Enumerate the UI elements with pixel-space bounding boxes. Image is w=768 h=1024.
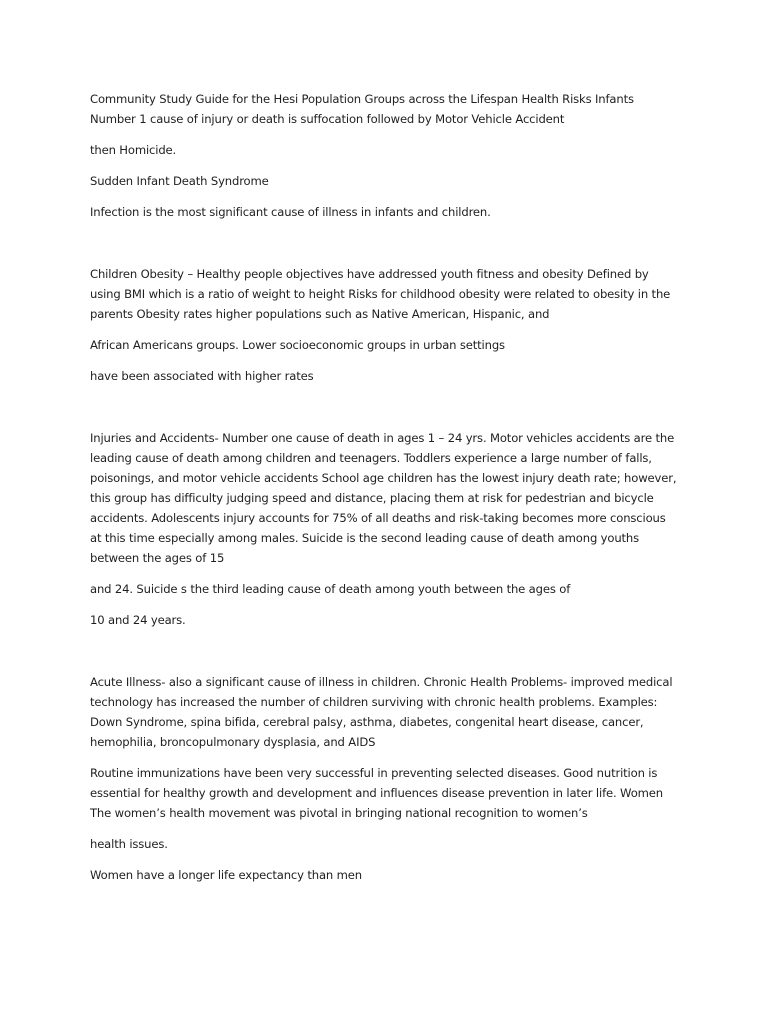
paragraph-homicide: then Homicide. [90,143,177,157]
paragraph-higher-rates: have been associated with higher rates [90,369,314,383]
document-body [90,89,680,885]
paragraph-intro: Community Study Guide for the Hesi Population Groups across the Lifespan Health Risks Infants Number 1 cause of injury or death is suffocation followed by Motor Vehicle Accident [90,92,634,126]
paragraph-health-issues: health issues. [90,837,168,851]
paragraph-african-americans: African Americans groups. Lower socioeconomic groups in urban settings [90,338,505,352]
paragraph-ages-10-24: 10 and 24 years. [90,613,186,627]
paragraph-sids: Sudden Infant Death Syndrome [90,174,269,188]
paragraph-infection: Infection is the most significant cause of illness in infants and children. [90,205,491,219]
paragraph-immunizations: Routine immunizations have been very successful in preventing selected diseases. Good nutrition is essential for healthy growth and development and influences disease prevention in later life. Women The women’s health movement was pivotal in bringing national recognition to women’s [90,766,663,820]
paragraph-suicide-third: and 24. Suicide s the third leading cause of death among youth between the ages of [90,582,571,596]
paragraph-children-obesity: Children Obesity – Healthy people objectives have addressed youth fitness and obesity Defined by using BMI which is a ratio of weight to height Risks for childhood obesity were related to obesity in the parents Obesity rates higher populations such as Native American, Hispanic, and [90,267,671,321]
paragraph-injuries-accidents: Injuries and Accidents- Number one cause of death in ages 1 – 24 yrs. Motor vehicles accidents are the leading cause of death among children and teenagers. Toddlers experience a large number of falls, poisonings, and motor vehicle accidents School age children has the lowest injury death rate; however, this group has difficulty judging speed and distance, placing them at risk for pedestrian and bicycle accidents. Adolescents injury accounts for 75% of all deaths and risk-taking becomes more conscious at this time especially among males. Suicide is the second leading cause of death among youths between the ages of 15 [90,431,677,565]
paragraph-acute-illness: Acute Illness- also a significant cause of illness in children. Chronic Health Problems- improved medical technology has increased the number of children surviving with chronic health problems. Examples: Down Syndrome, spina bifida, cerebral palsy, asthma, diabetes, congenital heart disease, cancer, hemophilia, broncopulmonary dysplasia, and AIDS [90,675,673,749]
paragraph-life-expectancy: Women have a longer life expectancy than men [90,868,362,882]
